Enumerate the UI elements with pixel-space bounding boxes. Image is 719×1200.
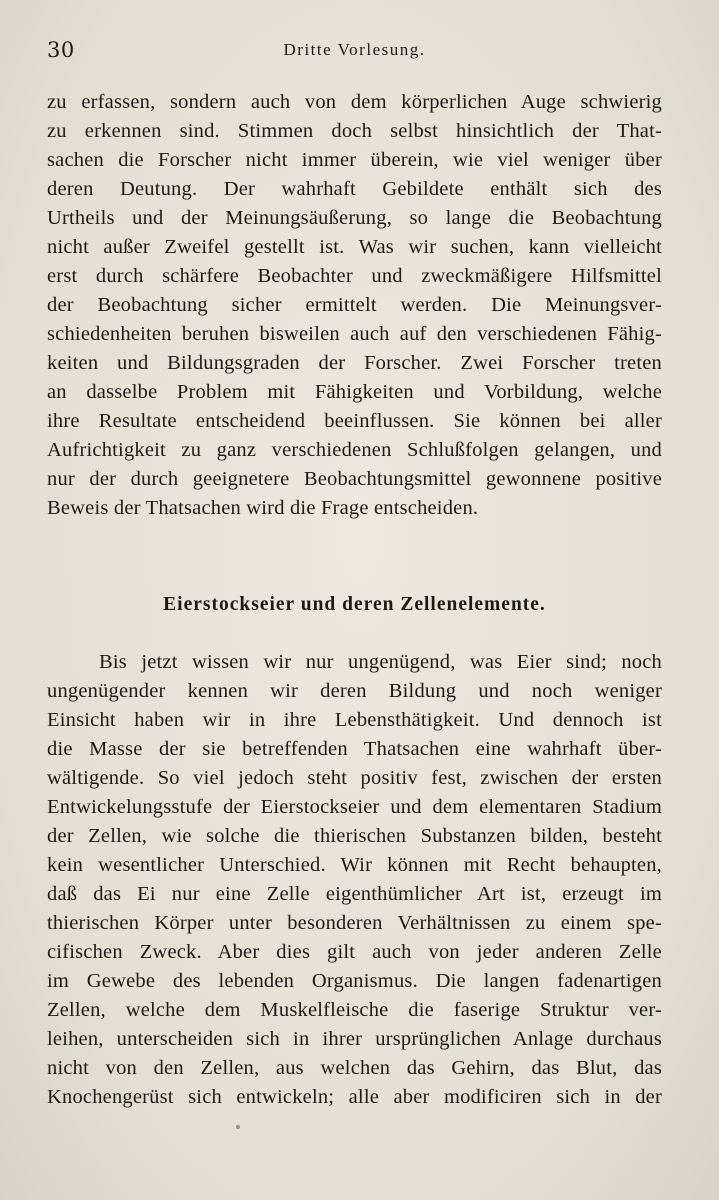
- text-line: Aufrichtigkeit zu ganz verschiedenen Schlußfolgen gelangen, und: [47, 439, 662, 461]
- section-heading: Eierstockseier und deren Zellenelemente.: [163, 594, 546, 615]
- running-title: Dritte Vorlesung.: [283, 40, 426, 59]
- text-line: zu erfassen, sondern auch von dem körperlichen Auge schwierig: [47, 91, 662, 113]
- text-line: Einsicht haben wir in ihre Lebensthätigkeit. Und dennoch ist: [47, 709, 662, 731]
- text-line: sachen die Forscher nicht immer überein, wie viel weniger über: [47, 149, 662, 171]
- text-line: cifischen Zweck. Aber dies gilt auch von jeder anderen Zelle: [47, 941, 662, 963]
- text-line: deren Deutung. Der wahrhaft Gebildete enthält sich des: [47, 178, 662, 200]
- text-line: schiedenheiten beruhen bisweilen auch auf den verschiedenen Fähig-: [47, 323, 662, 345]
- text-line: im Gewebe des lebenden Organismus. Die langen fadenartigen: [47, 970, 662, 992]
- text-line: Zellen, welche dem Muskelfleische die faserige Struktur ver-: [47, 999, 662, 1021]
- page-header: [47, 38, 662, 68]
- text-line: wältigende. So viel jedoch steht positiv fest, zwischen der ersten: [47, 767, 662, 789]
- text-line: nicht außer Zweifel gestellt ist. Was wir suchen, kann vielleicht: [47, 236, 662, 258]
- text-line: leihen, unterscheiden sich in ihrer ursprünglichen Anlage durchaus: [47, 1028, 662, 1050]
- text-line: nur der durch geeignetere Beobachtungsmittel gewonnene positive: [47, 468, 662, 490]
- text-line: der Beobachtung sicher ermittelt werden. Die Meinungsver-: [47, 294, 662, 316]
- paragraph-1: [47, 88, 662, 523]
- text-line: erst durch schärfere Beobachter und zweckmäßigere Hilfsmittel: [47, 265, 662, 287]
- text-line: die Masse der sie betreffenden Thatsachen eine wahrhaft über-: [47, 738, 662, 760]
- text-line: nicht von den Zellen, aus welchen das Gehirn, das Blut, das: [47, 1057, 662, 1079]
- text-line: Urtheils und der Meinungsäußerung, so lange die Beobachtung: [47, 207, 662, 229]
- text-line: der Zellen, wie solche die thierischen Substanzen bilden, besteht: [47, 825, 662, 847]
- text-line: kein wesentlicher Unterschied. Wir können mit Recht behaupten,: [47, 854, 662, 876]
- paper-speck: [236, 1125, 240, 1129]
- text-line: daß das Ei nur eine Zelle eigenthümlicher Art ist, erzeugt im: [47, 883, 662, 905]
- text-line: Bis jetzt wissen wir nur ungenügend, was Eier sind; noch: [99, 651, 662, 673]
- text-line: ungenügender kennen wir deren Bildung und noch weniger: [47, 680, 662, 702]
- text-line: zu erkennen sind. Stimmen doch selbst hinsichtlich der That-: [47, 120, 662, 142]
- text-line: Beweis der Thatsachen wird die Frage entscheiden.: [47, 497, 479, 519]
- text-line: an dasselbe Problem mit Fähigkeiten und Vorbildung, welche: [47, 381, 662, 403]
- text-line: thierischen Körper unter besonderen Verhältnissen zu einem spe-: [47, 912, 662, 934]
- paragraph-2: [47, 648, 662, 1112]
- text-line: keiten und Bildungsgraden der Forscher. Zwei Forscher treten: [47, 352, 662, 374]
- text-line: Entwickelungsstufe der Eierstockseier und dem elementaren Stadium: [47, 796, 662, 818]
- page-number: 30: [47, 38, 75, 62]
- text-line: Knochengerüst sich entwickeln; alle aber modificiren sich in der: [47, 1086, 662, 1108]
- text-line: ihre Resultate entscheidend beeinflussen. Sie können bei aller: [47, 410, 662, 432]
